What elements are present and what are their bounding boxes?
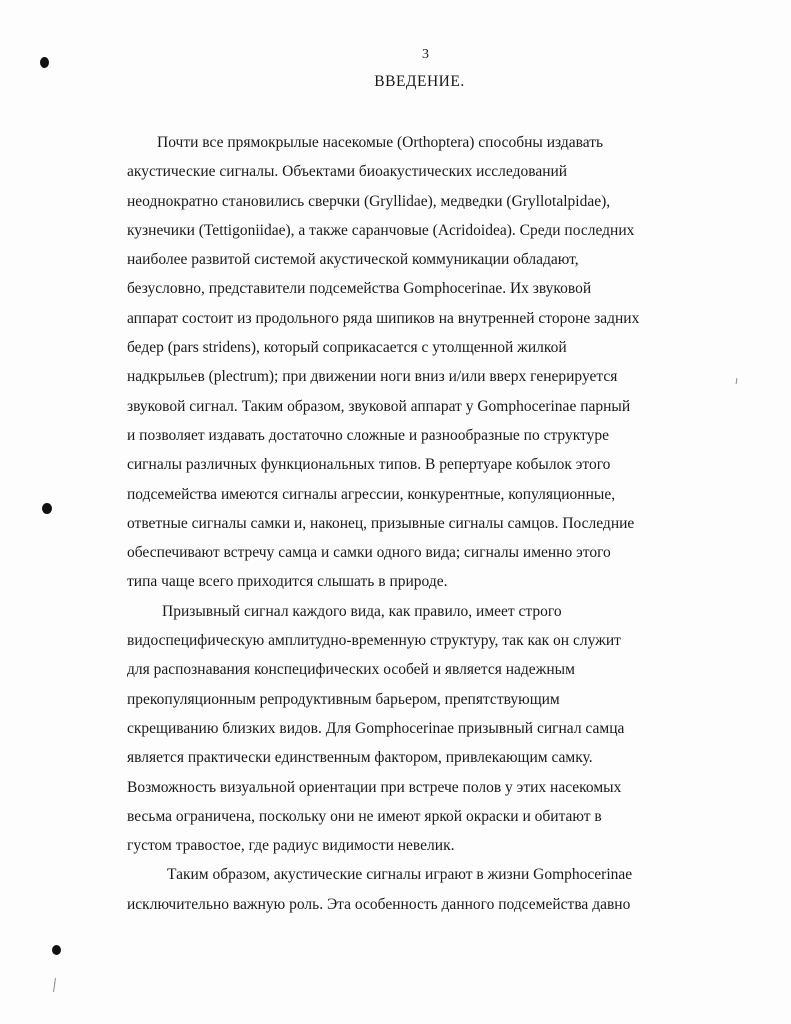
text-line: скрещиванию близких видов. Для Gomphocerinae призывный сигнал самца	[127, 719, 625, 737]
text-line: акустические сигналы. Объектами биоакустических исследований	[127, 163, 568, 181]
text-line: прекопуляционным репродуктивным барьером, препятствующим	[127, 690, 560, 708]
text-line: безусловно, представители подсемейства Gomphocerinae. Их звуковой	[127, 280, 592, 298]
text-line: аппарат состоит из продольного ряда шипиков на внутренней стороне задних	[127, 309, 640, 327]
scan-speck	[52, 945, 61, 955]
text-line: кузнечики (Tettigoniidae), а также саранчовые (Acridoidea). Среди последних	[127, 221, 635, 239]
text-line: Призывный сигнал каждого вида, как правило, имеет строго	[162, 602, 562, 620]
text-line: сигналы различных функциональных типов. В репертуаре кобылок этого	[127, 456, 611, 474]
text-line: Почти все прямокрылые насекомые (Orthoptera) способны издавать	[157, 134, 604, 151]
text-line: подсемейства имеются сигналы агрессии, конкурентные, копуляционные,	[127, 485, 616, 503]
scan-scratch	[53, 978, 56, 992]
text-line: исключительно важную роль. Эта особенность данного подсемейства давно	[127, 895, 631, 913]
section-heading: ВВЕДЕНИЕ.	[374, 73, 465, 90]
text-line: типа чаще всего приходится слышать в природе.	[127, 573, 448, 591]
text-line: густом травостое, где радиус видимости невелик.	[127, 837, 455, 855]
text-line: надкрыльев (plectrum); при движении ноги вниз и/или вверх генерируется	[127, 368, 618, 386]
text-line: и позволяет издавать достаточно сложные и разнообразные по структуре	[127, 426, 609, 444]
text-line: видоспецифическую амплитудно-временную структуру, так как он служит	[127, 632, 621, 650]
text-line: бедер (pars stridens), который соприкасается с утолщенной жилкой	[127, 339, 567, 357]
text-line: Возможность визуальной ориентации при встрече полов у этих насекомых	[127, 778, 622, 796]
text-line: Таким образом, акустические сигналы играют в жизни Gomphocerinae	[167, 866, 633, 884]
text-line: ответные сигналы самки и, наконец, призывные сигналы самцов. Последние	[127, 514, 635, 532]
text-line: является практически единственным фактором, привлекающим самку.	[127, 749, 593, 767]
text-line: неоднократно становились сверчки (Gryllidae), медведки (Gryllotalpidae),	[127, 192, 611, 210]
text-line: весьма ограничена, поскольку они не имеют яркой окраски и обитают в	[127, 807, 602, 825]
text-line: звуковой сигнал. Таким образом, звуковой аппарат у Gomphocerinae парный	[127, 397, 631, 415]
scan-scratch	[736, 378, 738, 384]
scan-speck	[40, 57, 49, 68]
text-line: обеспечивают встречу самца и самки одного вида; сигналы именно этого	[127, 544, 611, 562]
text-line: наиболее развитой системой акустической коммуникации обладают,	[127, 251, 579, 269]
body-text	[127, 128, 712, 919]
text-line: для распознавания конспецифических особей и является надежным	[127, 661, 575, 679]
scan-speck	[42, 503, 52, 514]
page-number: 3	[422, 47, 429, 62]
